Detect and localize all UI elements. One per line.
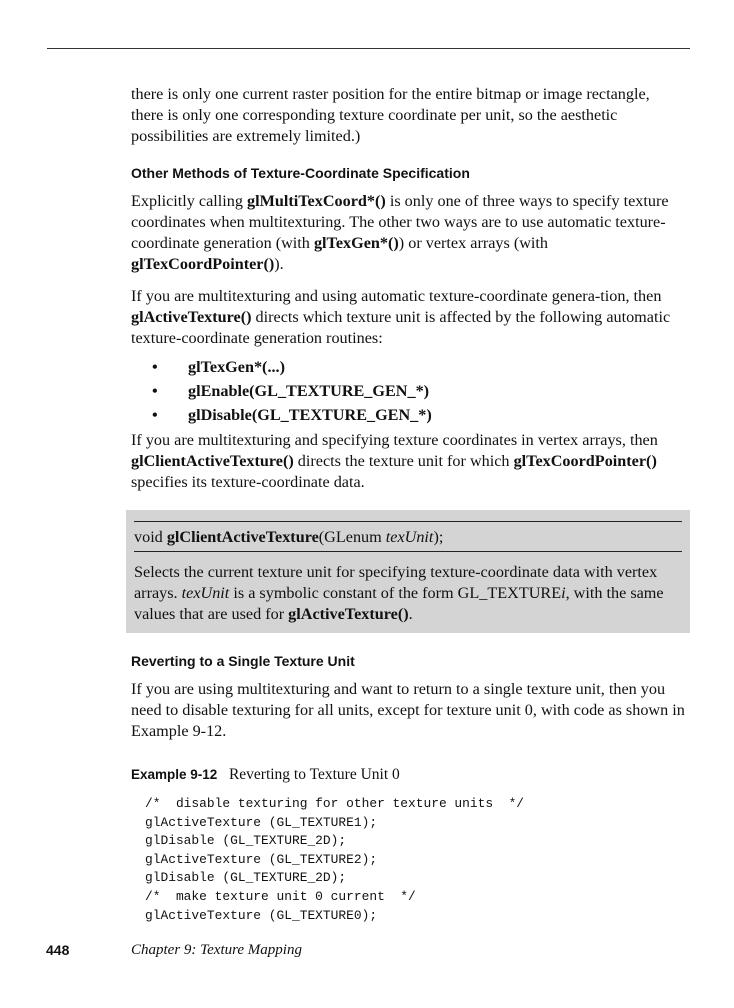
bullet-icon: • [152, 406, 158, 424]
section-heading-reverting: Reverting to a Single Texture Unit [131, 653, 355, 669]
code-line: glDisable (GL_TEXTURE_2D); [145, 870, 347, 886]
function-name: glMultiTexCoord*() [246, 192, 386, 210]
code-line: glActiveTexture (GL_TEXTURE2); [145, 851, 378, 867]
section-heading-other-methods: Other Methods of Texture-Coordinate Specification [131, 165, 470, 181]
function-name: glTexCoordPointer() [131, 255, 275, 273]
list-item: • glTexGen*(...) [131, 355, 686, 379]
bullet-icon: • [152, 382, 158, 400]
code-line: /* make texture unit 0 current */ [145, 888, 416, 904]
function-prototype-box [126, 510, 690, 633]
parameter-name: texUnit [385, 528, 434, 546]
list-item: • glDisable(GL_TEXTURE_GEN_*) [131, 403, 686, 427]
page-content [131, 84, 686, 925]
example-title: Reverting to Texture Unit 0 [228, 766, 400, 783]
paragraph-reverting: If you are using multitexturing and want to return to a single texture unit, then you need to disable texturing for all units, except for texture unit 0, with code as shown in Example 9-12. [131, 680, 685, 740]
function-name: glActiveTexture() [131, 308, 252, 326]
function-name: glClientActiveTexture() [131, 452, 294, 470]
code-line: glActiveTexture (GL_TEXTURE1); [145, 814, 378, 830]
paragraph-explicit-calling: Explicitly calling glMultiTexCoord*() is only one of three ways to specify texture coordinates when multitexturing. The other two ways are to use automatic texture-coordinate generation (with glTexGen*()) or vertex arrays (with glTexCoordPointer()). [131, 192, 669, 273]
example-label: Example 9-12 [131, 767, 218, 782]
page-number: 448 [46, 942, 70, 958]
chapter-title: Chapter 9: Texture Mapping [131, 942, 302, 958]
paragraph-vertex-arrays: If you are multitexturing and specifying texture coordinates in vertex arrays, then glClientActiveTexture() directs the texture unit for which glTexCoordPointer() specifies its texture-coordinate data. [131, 431, 658, 491]
code-line: /* disable texturing for other texture units */ [145, 796, 525, 811]
list-item: • glEnable(GL_TEXTURE_GEN_*) [131, 379, 686, 403]
code-line: glDisable (GL_TEXTURE_2D); [145, 833, 347, 849]
bullet-icon: • [152, 358, 158, 376]
function-name: glClientActiveTexture [166, 528, 319, 546]
page-footer [0, 942, 734, 964]
header-rule [47, 48, 690, 49]
paragraph-automatic-generation: If you are multitexturing and using automatic texture-coordinate genera-tion, then glActiveTexture() directs which texture unit is affected by the following automatic texture-coordinate generation routines: [131, 287, 671, 347]
function-description: Selects the current texture unit for specifying texture-coordinate data with vertex arrays. texUnit is a symbolic constant of the form GL_TEXTUREi, with the same values that are used for glActiveTexture(). [134, 563, 664, 623]
code-line: glActiveTexture (GL_TEXTURE0); [145, 907, 378, 923]
function-signature: void glClientActiveTexture(GLenum texUnit); [134, 521, 682, 552]
function-name: glTexGen*() [313, 234, 399, 252]
routine-list [131, 355, 686, 427]
code-block [145, 795, 686, 925]
function-name: glTexCoordPointer() [513, 452, 657, 470]
example-caption [131, 765, 686, 785]
intro-paragraph: there is only one current raster position for the entire bitmap or image rectangle, there is only one corresponding texture coordinate per unit, so the aesthetic possibilities are extremely limited.) [131, 85, 650, 145]
